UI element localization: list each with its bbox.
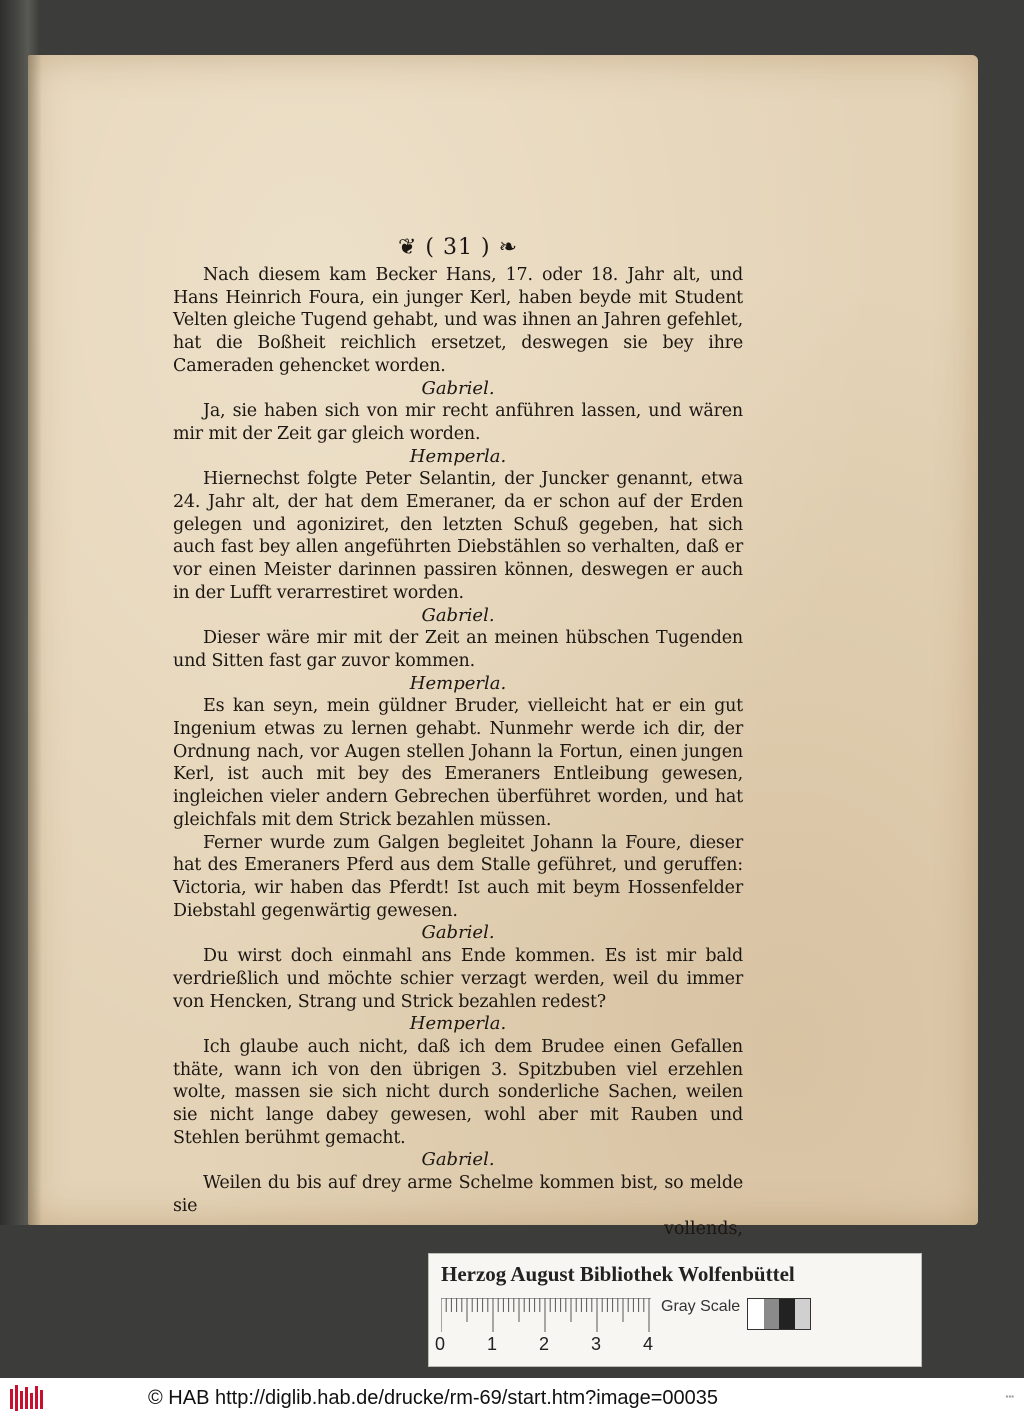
text-paragraph: Ferner wurde zum Galgen begleitet Johann la Foure, dieser hat des Emeraners Pferd aus dem Stalle geführet, und geruffen: Victoria, wir haben das Pferdt! Ist auch mit beym Hossenfelder Diebstahl gegenwärtig gewesen. [173,832,743,921]
ruler-number: 0 [435,1334,446,1354]
speaker-heading: Hemperla. [409,1013,507,1035]
gray-scale-swatch [747,1298,811,1330]
gray-swatch-white [748,1299,764,1329]
text-paragraph: Du wirst doch einmahl ans Ende kommen. Es ist mir bald verdrießlich und möchte schier verzagt werden, weil du immer von Hencken, Strang und Strick bezahlen redest? [173,946,743,1012]
copyright-link[interactable]: © HAB http://diglib.hab.de/drucke/rm-69/start.htm?image=00035 [148,1387,719,1409]
page-text-block [173,235,743,1240]
speaker-heading: Gabriel. [421,922,495,944]
text-paragraph: Ich glaube auch nicht, daß ich dem Brudee einen Gefallen thäte, wann ich von den übrigen 3. Spitzbuben viel erzehlen wolte, massen sie sich nicht durch sonderliche Sachen, weilen sie nicht lange dabey gewesen, wohl aber mit Rauben und Stehlen berühmt gemacht. [173,1036,743,1148]
page-number [173,235,743,260]
document-page [28,55,978,1239]
speaker-heading: Gabriel. [421,377,495,399]
paragraph-list [173,264,743,1218]
text-paragraph: Nach diesem kam Becker Hans, 17. oder 18. Jahr alt, und Hans Heinrich Foura, ein junger Kerl, haben beyde mit Student Velten gleiche Tugend gehabt, und was ihnen an Jahren gefehlet, hat die Boßheit reichlich ersetzet, deswegen sie bey ihre Cameraden gehencket worden. [173,265,743,376]
ornament-left: ❦ [397,235,426,260]
gray-swatch-mid [764,1299,780,1329]
speaker-heading: Gabriel. [421,604,495,626]
text-paragraph: Dieser wäre mir mit der Zeit an meinen hübschen Tugenden und Sitten fast gar zuvor kommen. [173,628,743,671]
page-number-text: ( 31 ) [425,235,491,260]
ruler-number: 4 [643,1334,654,1354]
speaker-heading: Hemperla. [409,672,507,694]
ruler-number: 2 [539,1334,550,1354]
hab-logo-icon [10,1385,44,1411]
ornament-right: ❧ [490,235,519,260]
catchword: vollends, [664,1218,743,1239]
text-paragraph: Es kan seyn, mein güldner Bruder, vielleicht hat er ein gut Ingenium etwas zu lernen gehabt. Nunmehr werde ich dir, der Ordnung nach, vor Augen stellen Johann la Fortun, einen jungen Kerl, ist auch mit bey des Emeraners Entleibung gewesen, ingleichen vieler andern Gebrechen überführet worden, und hat gleichfals mit dem Strick bezahlen müssen. [173,696,743,830]
speaker-heading: Gabriel. [421,1149,495,1171]
ruler-number: 1 [487,1334,498,1354]
library-color-card [428,1253,922,1367]
gray-swatch-dark [779,1299,795,1329]
institution-name: Herzog August Bibliothek Wolfenbüttel [441,1262,795,1286]
text-paragraph: Hiernechst folgte Peter Selantin, der Juncker genannt, etwa 24. Jahr alt, der hat dem Emeraner, da er schon auf der Erden gelegen und agoniziret, den letzten Schuß gegeben, hat sich auch fast bey allen angeführten Diebstählen so verhalten, daß er vor einen Meister darinnen passiren können, deswegen er auch in der Lufft verarrestiret worden. [173,469,743,603]
text-paragraph: Weilen du bis auf drey arme Schelme kommen bist, so melde sie [173,1173,743,1216]
gray-swatch-light [795,1299,811,1329]
text-paragraph: Ja, sie haben sich von mir recht anführen lassen, und wären mir mit der Zeit gar gleich worden. [173,401,743,444]
gray-scale-label: Gray Scale [661,1298,741,1315]
footer-bar [0,1378,1024,1420]
ruler-numbers [433,1334,673,1356]
footer-mark-icon: ▪▪▪ [1005,1392,1014,1401]
speaker-heading: Hemperla. [409,445,507,467]
ruler-number: 3 [591,1334,602,1354]
scale-ruler [441,1298,651,1338]
